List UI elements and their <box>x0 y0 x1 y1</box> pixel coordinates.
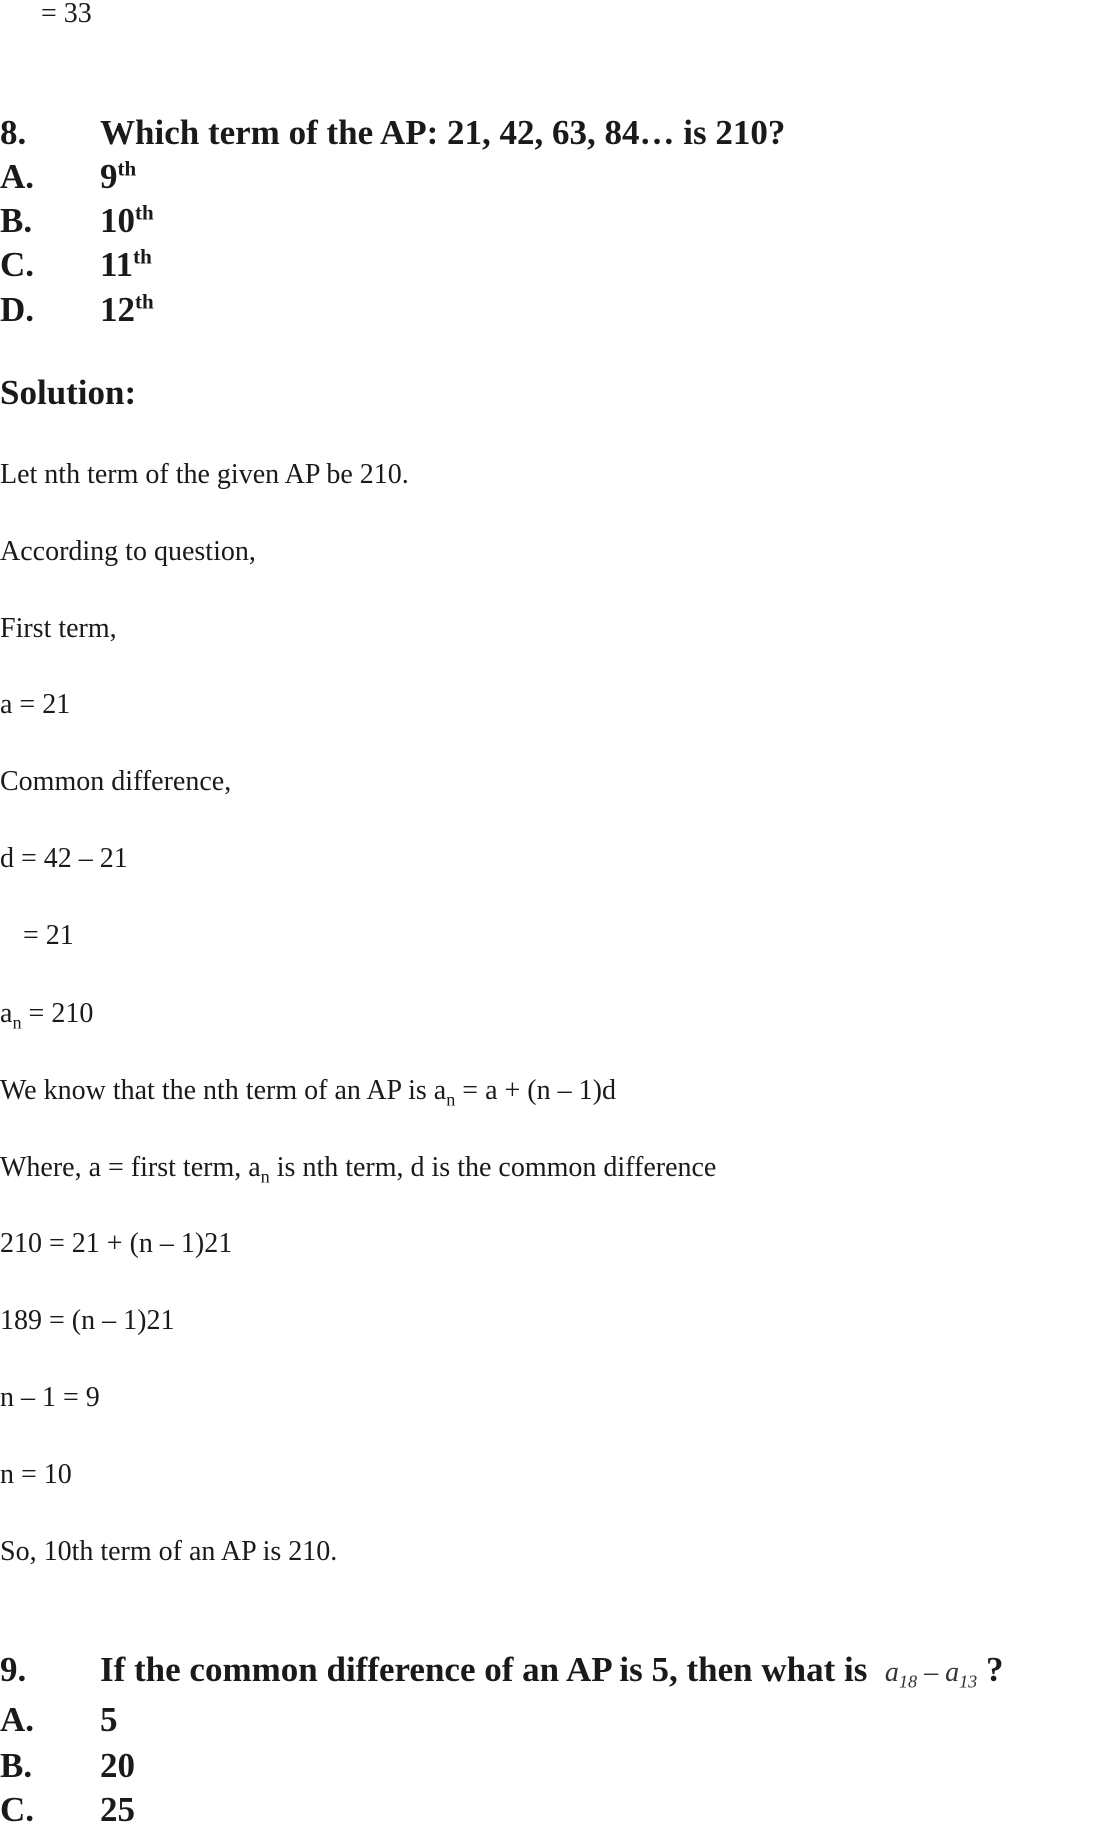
previous-answer-tail: = 33 <box>41 0 92 29</box>
subscript: 18 <box>898 1671 918 1692</box>
option-label: C. <box>0 1790 35 1829</box>
option-value: 10 <box>100 201 135 240</box>
math-expression <box>884 1657 978 1692</box>
subscript: n <box>260 1166 270 1187</box>
operator: – <box>917 1657 946 1688</box>
solution-line: Common difference, <box>0 766 232 797</box>
option-value: 5 <box>100 1700 118 1739</box>
solution-conclusion: So, 10th term of an AP is 210. <box>0 1536 338 1567</box>
question-number: 8. <box>0 113 27 152</box>
solution-formula <box>0 1071 616 1111</box>
solution-line: First term, <box>0 613 117 644</box>
post: = a + (n – 1)d <box>455 1075 616 1106</box>
subscript: n <box>12 1012 22 1033</box>
option-c <box>0 245 400 285</box>
text: If the common difference of an AP is 5, then what is <box>100 1650 868 1689</box>
solution-step: 189 = (n – 1)21 <box>0 1305 175 1336</box>
option-label: A. <box>0 1700 35 1739</box>
post: is nth term, d is the common difference <box>269 1152 717 1183</box>
option-suffix: th <box>117 156 137 181</box>
question-number: 9. <box>0 1650 27 1689</box>
question-text <box>100 1650 1004 1693</box>
rest: = 210 <box>21 998 94 1029</box>
option-b <box>0 201 400 241</box>
option-suffix: th <box>135 289 154 314</box>
question-text: Which term of the AP: 21, 42, 63, 84… is 210? <box>100 113 786 152</box>
option-suffix: th <box>133 244 152 269</box>
option-a <box>0 157 400 197</box>
pre: Where, a = first term, a <box>0 1152 261 1183</box>
option-value: 9 <box>100 157 118 196</box>
option-label: D. <box>0 290 35 329</box>
question-8 <box>0 113 1094 153</box>
solution-line: According to question, <box>0 536 256 567</box>
solution-step: 210 = 21 + (n – 1)21 <box>0 1228 233 1259</box>
solution-where <box>0 1148 716 1188</box>
option-b <box>0 1746 400 1786</box>
solution-line: d = 42 – 21 <box>0 843 128 874</box>
var: a <box>884 1657 899 1688</box>
solution-line: = 21 <box>23 920 74 951</box>
var: a <box>945 1657 960 1688</box>
solution-heading: Solution: <box>0 373 137 412</box>
solution-line-an <box>0 994 93 1034</box>
option-suffix: th <box>135 200 154 225</box>
option-value: 11 <box>100 245 134 284</box>
subscript: 13 <box>959 1671 978 1692</box>
option-value: 25 <box>100 1790 135 1829</box>
var: a <box>0 998 13 1029</box>
option-label: C. <box>0 245 35 284</box>
option-c <box>0 1790 400 1830</box>
solution-step: n – 1 = 9 <box>0 1382 100 1413</box>
option-label: B. <box>0 1746 33 1785</box>
pre: We know that the nth term of an AP is a <box>0 1075 447 1106</box>
solution-line: a = 21 <box>0 689 71 720</box>
question-mark: ? <box>977 1650 1004 1689</box>
option-value: 20 <box>100 1746 135 1785</box>
subscript: n <box>446 1089 456 1110</box>
solution-line: Let nth term of the given AP be 210. <box>0 459 409 490</box>
option-d <box>0 290 400 330</box>
option-label: B. <box>0 201 33 240</box>
question-9 <box>0 1650 1094 1690</box>
option-a <box>0 1700 400 1740</box>
option-value: 12 <box>100 290 135 329</box>
option-label: A. <box>0 157 35 196</box>
solution-step: n = 10 <box>0 1459 72 1490</box>
